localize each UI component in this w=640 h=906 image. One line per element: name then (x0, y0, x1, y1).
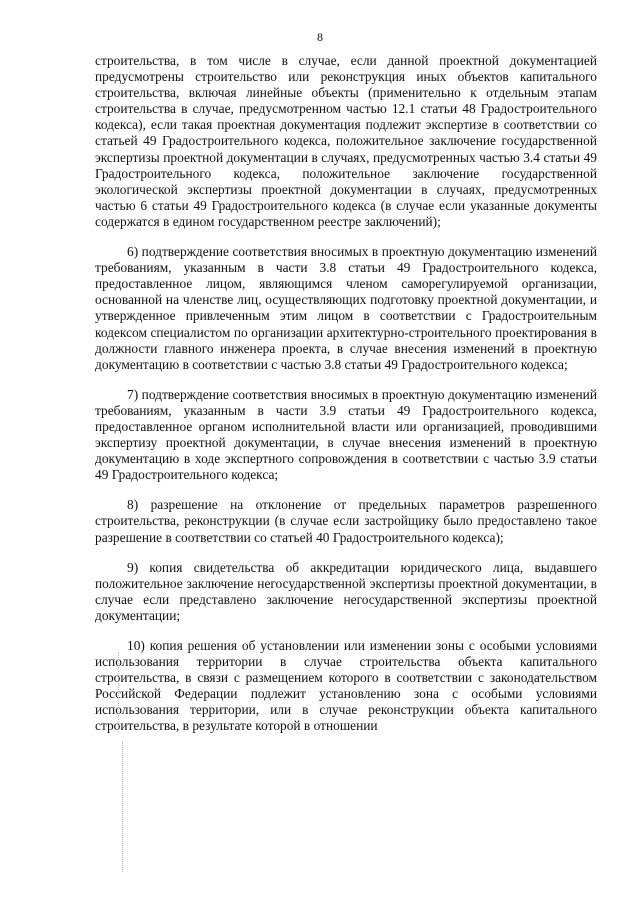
paragraph-item-7: 7) подтверждение соответствия вносимых в проектную документацию изменений требованиям, указанным в части 3.9 статьи 49 Градостроительного кодекса, предоставленное органом исполнительной власти или организацией, проводившими экспертизу проектной документации, в случае внесения изменений в проектную документацию в ходе экспертного сопровождения в соответствии с частью 3.9 статьи 49 Градостроительного кодекса; (95, 386, 597, 483)
scan-artifact-line (118, 652, 119, 732)
paragraph-continuation: строительства, в том числе в случае, если данной проектной документацией предусмотрены строительство или реконструкция иных объектов капитального строительства, включая линейные объекты (применительно к отдельным этапам строительства в случае, предусмотренном частью 12.1 статьи 48 Градостроительного кодекса), если такая проектная документация подлежит экспертизе в соответствии со статьей 49 Градостроительного кодекса, положительное заключение государственной экспертизы проектной документации в случаях, предусмотренных частью 3.4 статьи 49 Градостроительного кодекса, положительное заключение государственной экологической экспертизы проектной документации в случаях, предусмотренных частью 6 статьи 49 Градостроительного кодекса (в случае если указанные документы содержатся в едином государственном реестре заключений); (95, 53, 597, 229)
paragraph-item-10: 10) копия решения об установлении или изменении зоны с особыми условиями использования территории в случае строительства объекта капитального строительства, в связи с размещением которого в соответствии с законодательством Российской Федерации подлежит установлению зона с особыми условиями использования территории, или в случае реконструкции объекта капитального строительства, в результате которой в отношении (95, 638, 597, 734)
paragraph-item-9: 9) копия свидетельства об аккредитации юридического лица, выдавшего положительное заключение негосударственной экспертизы проектной документации, в случае если представлено заключение негосударственной экспертизы проектной документации; (95, 559, 597, 623)
paragraph-item-6: 6) подтверждение соответствия вносимых в проектную документацию изменений требованиям, указанным в части 3.8 статьи 49 Градостроительного кодекса, предоставленное лицом, являющимся членом саморегулируемой организации, основанной на членстве лиц, осуществляющих подготовку проектной документации, и утвержденное привлеченным этим лицом в соответствии с Градостроительным кодексом специалистом по организации архитектурно-строительного проектирования в должности главного инженера проекта, в случае внесения изменений в проектную документацию в соответствии с частью 3.8 статьи 49 Градостроительного кодекса; (95, 244, 597, 372)
paragraph-item-8: 8) разрешение на отклонение от предельных параметров разрешенного строительства, реконструкции (в случае если застройщику было предоставлено такое разрешение в соответствии со статьей 40 Градостроительного кодекса); (95, 497, 597, 545)
page-number: 8 (317, 30, 323, 44)
scan-artifact-line (122, 742, 123, 872)
document-body (95, 53, 597, 735)
